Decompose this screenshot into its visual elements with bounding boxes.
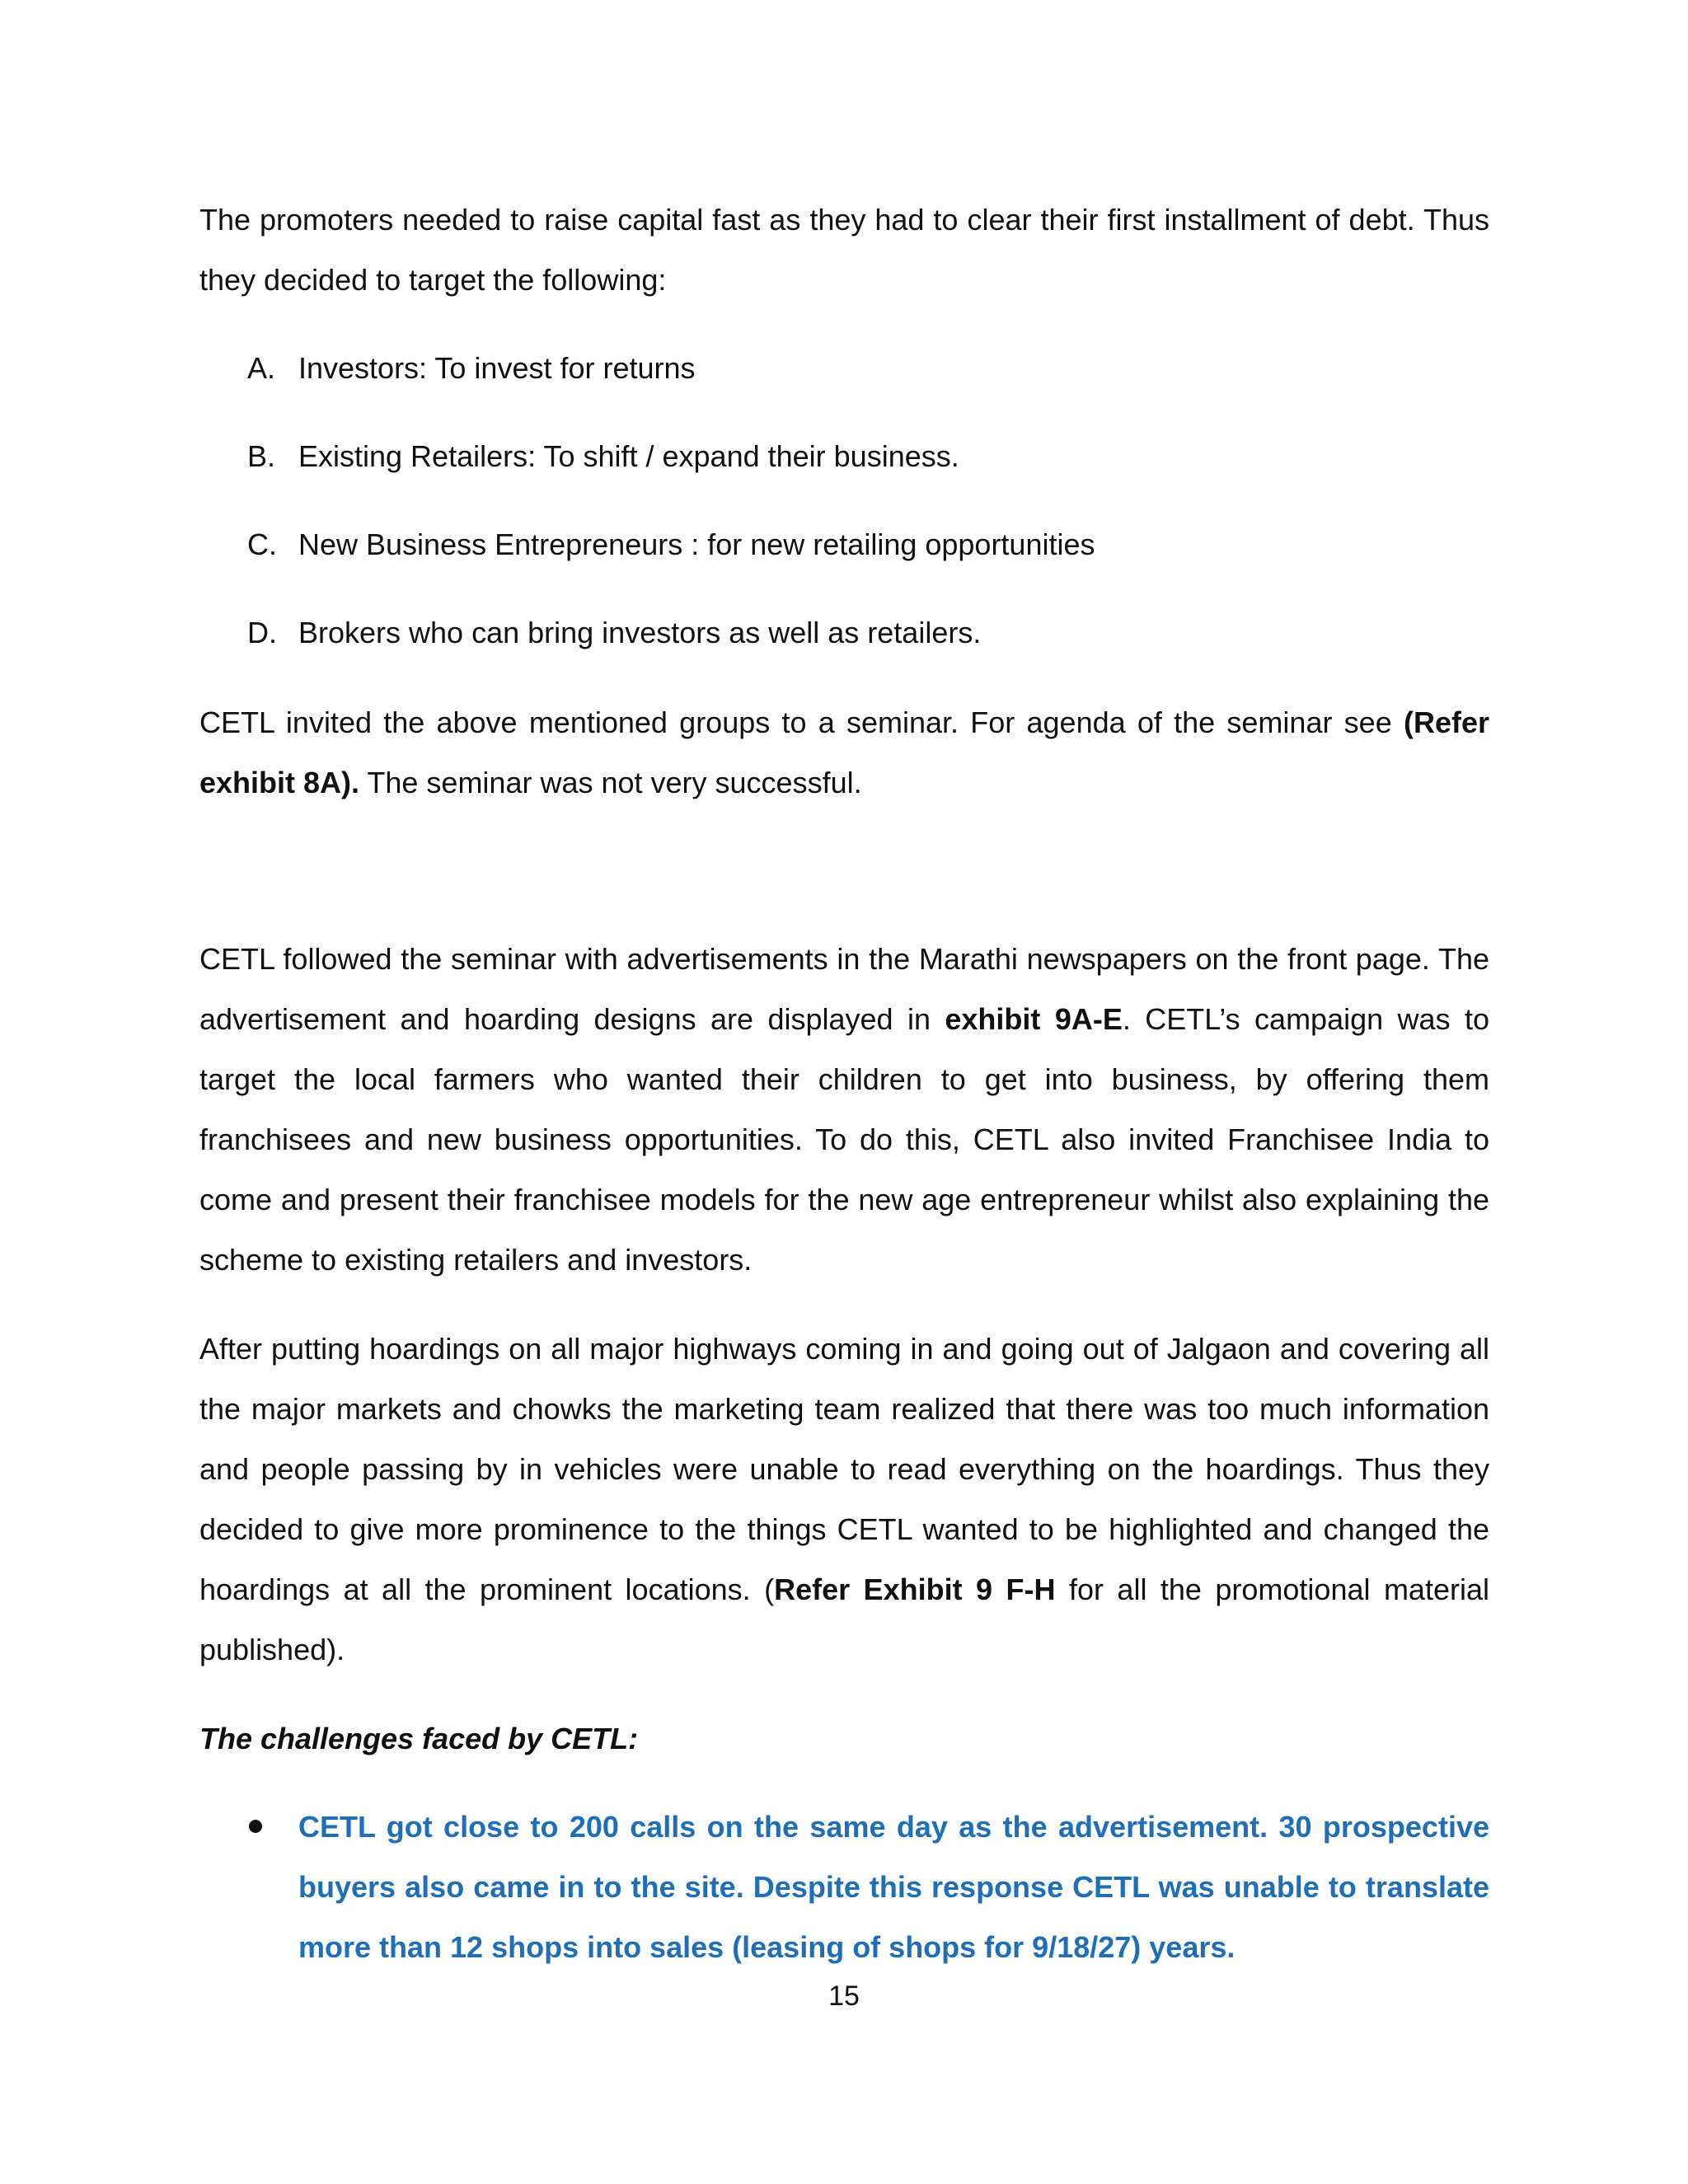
list-item-letter: C. [247,527,277,561]
paragraph-hoardings [199,1319,1489,1680]
paragraph-advertisements [199,929,1489,1290]
paragraph-text: for all the promotional material published). [199,1572,1489,1666]
exhibit-reference: exhibit 9A-E [945,1002,1123,1036]
exhibit-reference: (Refer exhibit 8A). [199,705,1489,799]
list-item-text: Brokers who can bring investors as well as retailers. [298,616,982,649]
list-item-text: Existing Retailers: To shift / expand their business. [298,439,959,473]
paragraph-text: . CETL’s campaign was to target the local farmers who wanted their children to get into business, by offering them franchisees and new business opportunities. To do this, CETL also invited Franchisee India to come and present their franchisee models for the new age entrepreneur whilst also explaining the scheme to existing retailers and investors. [199,1002,1489,1277]
list-item [247,524,1095,565]
page-number: 15 [828,1980,860,2012]
list-item-letter: B. [247,439,276,473]
paragraph-intro: The promoters needed to raise capital fast as they had to clear their first installment of debt. Thus they decided to target the following: [199,203,1489,297]
paragraph-seminar [199,692,1489,813]
list-item [247,348,696,389]
challenge-bullet-text: CETL got close to 200 calls on the same day as the advertisement. 30 prospective buyers also came in to the site. Despite this response CETL was unable to translate more than 12 shops into sales (leasing of shops for 9/18/27) years. [298,1810,1489,1964]
paragraph-text: CETL invited the above mentioned groups to a seminar. For agenda of the seminar see [199,705,1404,739]
list-item-text: Investors: To invest for returns [298,351,696,385]
section-heading: The challenges faced by CETL: [199,1722,639,1755]
paragraph-text: The seminar was not very successful. [359,766,862,799]
list-item-text: New Business Entrepreneurs : for new retailing opportunities [298,527,1095,561]
paragraph-text: After putting hoardings on all major highways coming in and going out of Jalgaon and covering all the major markets and chowks the marketing team realized that there was too much information and people passing by in vehicles were unable to read everything on the hoardings. Thus they decided to give more prominence to the things CETL wanted to be highlighted and changed the hoardings at all the prominent locations. ( [199,1332,1489,1606]
paragraph-text: CETL followed the seminar with advertisements in the Marathi newspapers on the front page. The advertisement and hoarding designs are displayed in [199,942,1489,1036]
list-item-letter: D. [247,616,277,649]
list-item [247,612,981,654]
list-item-letter: A. [247,351,276,385]
challenge-bullet [247,1797,1489,1977]
list-item [247,436,959,477]
exhibit-reference: Refer Exhibit 9 F-H [774,1572,1056,1606]
